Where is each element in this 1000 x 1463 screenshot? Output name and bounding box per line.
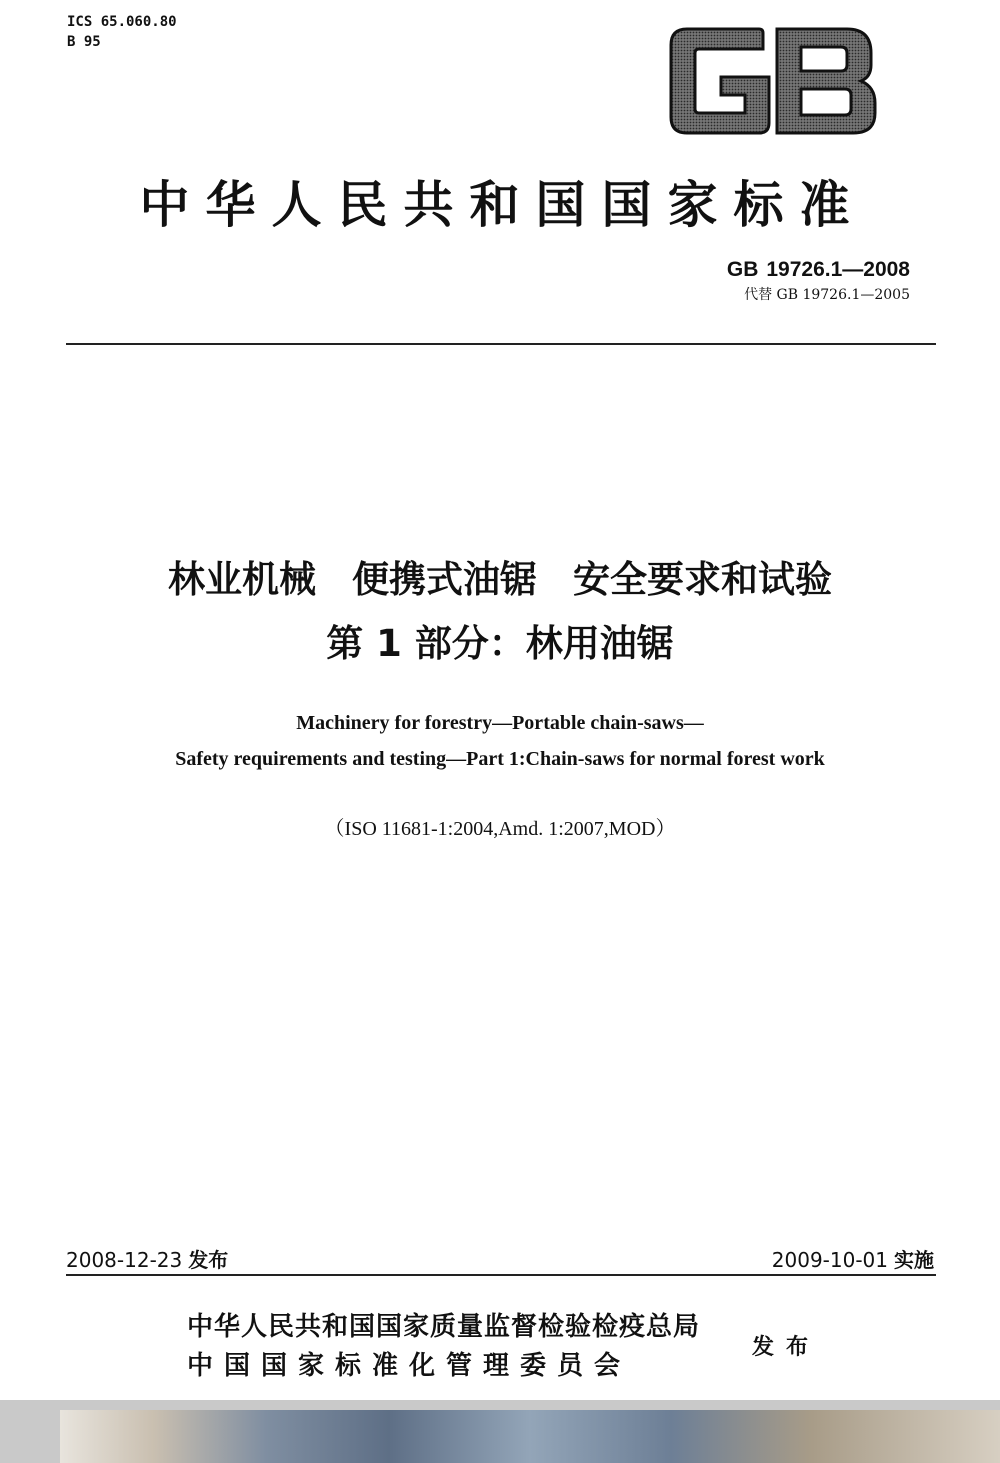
title-part-c: 安全要求和试验 [573,558,832,601]
effective-date [772,1244,934,1273]
chinese-title [0,548,1000,676]
standard-code: 19726.1—2008 [766,258,910,281]
top-divider [66,343,936,345]
english-title-line-2: Safety requirements and testing—Part 1:Chain-saws for normal forest work [175,748,825,770]
bottom-divider [66,1274,936,1276]
ics-code: ICS 65.060.80 [67,14,177,30]
english-title-line-1: Machinery for forestry—Portable chain-saws— [296,712,704,734]
standard-prefix: GB [726,258,759,281]
national-standard-title: 中华人民共和国国家标准 [139,175,866,234]
effective-label: 实施 [894,1248,934,1272]
gb-logo-icon [665,25,880,137]
replaces-standard: 代替 GB 19726.1—2005 [744,287,910,303]
issue-label: 发布 [188,1248,229,1272]
iso-reference: （ISO 11681-1:2004,Amd. 1:2007,MOD） [324,818,676,840]
issue-date [66,1244,228,1273]
issuer-sac: 中国国家标准化管理委员会 [187,1351,632,1381]
standard-number [727,258,910,282]
classification-codes [67,12,177,52]
next-page-preview[interactable] [60,1410,1000,1463]
issuer-aqsiq: 中华人民共和国国家质量监督检验检疫总局 [187,1312,701,1342]
effective-date-value: 2009-10-01 [771,1248,888,1272]
standard-number-block [727,258,910,304]
ccs-code: B 95 [67,34,101,50]
publish-label: 发布 [752,1334,821,1360]
issue-date-value: 2008-12-23 [66,1248,183,1272]
issuing-organizations [187,1306,700,1382]
english-title [0,705,1000,777]
title-part-a: 林业机械 [168,558,316,601]
chinese-title-line-2: 第 1 部分：林用油锯 [326,622,674,665]
chinese-title-line-1 [0,548,1000,612]
title-part-b: 便携式油锯 [352,558,537,601]
